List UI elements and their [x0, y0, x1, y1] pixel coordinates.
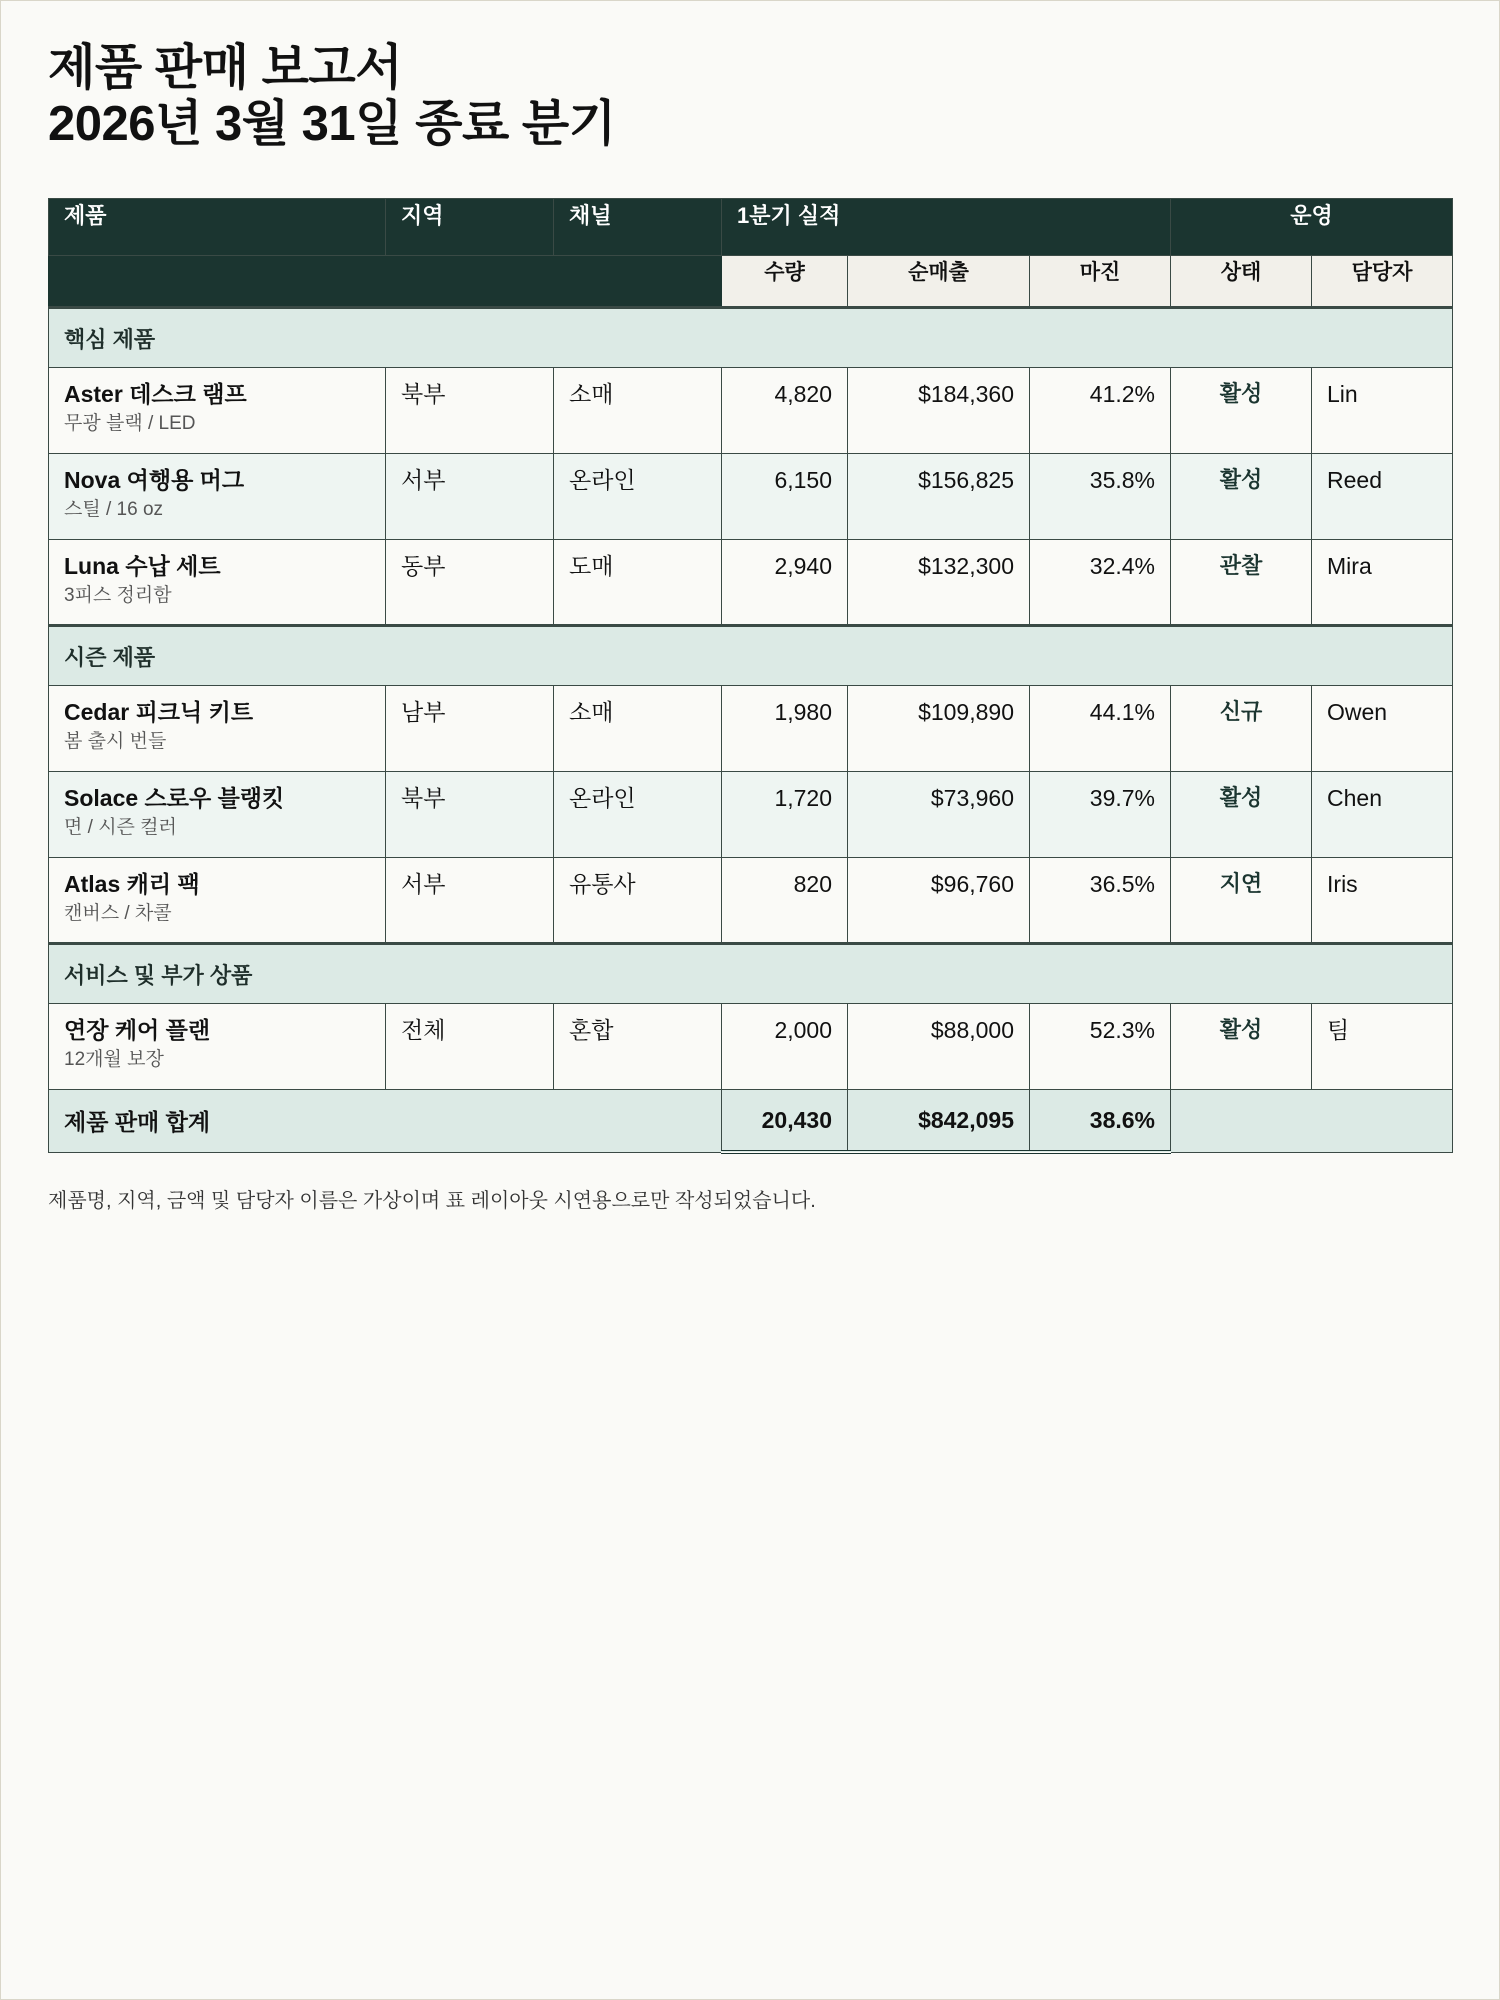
section-label: 시즌 제품 [49, 626, 1453, 686]
qty-cell: 2,000 [722, 1004, 848, 1090]
status-cell: 활성 [1171, 368, 1312, 454]
status-cell: 활성 [1171, 772, 1312, 858]
report-content [48, 40, 1452, 1213]
owner-cell: Iris [1312, 858, 1453, 944]
qty-cell: 1,720 [722, 772, 848, 858]
owner-cell: Lin [1312, 368, 1453, 454]
region-cell: 북부 [386, 368, 554, 454]
table-row [49, 368, 1453, 454]
qty-cell: 1,980 [722, 686, 848, 772]
region-cell: 서부 [386, 454, 554, 540]
product-name: Aster 데스크 램프 [64, 381, 247, 407]
product-detail: 면 / 시즌 컬러 [64, 817, 177, 838]
revenue-cell: $156,825 [848, 454, 1030, 540]
header-revenue: 순매출 [848, 256, 1030, 308]
section-row [49, 626, 1453, 686]
owner-cell: Chen [1312, 772, 1453, 858]
revenue-cell: $73,960 [848, 772, 1030, 858]
margin-cell: 52.3% [1030, 1004, 1171, 1090]
section-label: 핵심 제품 [49, 308, 1453, 368]
section-row [49, 308, 1453, 368]
table-row [49, 772, 1453, 858]
total-margin: 38.6% [1030, 1090, 1171, 1153]
channel-cell: 온라인 [554, 772, 722, 858]
header-blank [386, 256, 554, 308]
status-cell: 관찰 [1171, 540, 1312, 626]
footnote: 제품명, 지역, 금액 및 담당자 이름은 가상이며 표 레이아웃 시연용으로만 작성되었습니다. [48, 1190, 816, 1212]
qty-cell: 820 [722, 858, 848, 944]
margin-cell: 44.1% [1030, 686, 1171, 772]
region-cell: 전체 [386, 1004, 554, 1090]
section-row [49, 944, 1453, 1004]
total-row [49, 1090, 1453, 1153]
table-row [49, 454, 1453, 540]
channel-cell: 도매 [554, 540, 722, 626]
region-cell: 남부 [386, 686, 554, 772]
region-cell: 동부 [386, 540, 554, 626]
region-cell: 북부 [386, 772, 554, 858]
product-name: 연장 케어 플랜 [64, 1017, 211, 1043]
margin-cell: 41.2% [1030, 368, 1171, 454]
title-line-2: 2026년 3월 31일 종료 분기 [48, 97, 616, 151]
header-region: 지역 [386, 199, 554, 256]
owner-cell: Owen [1312, 686, 1453, 772]
product-detail: 무광 블랙 / LED [64, 413, 196, 434]
owner-cell: Reed [1312, 454, 1453, 540]
product-cell [49, 686, 386, 772]
qty-cell: 4,820 [722, 368, 848, 454]
owner-cell: 팀 [1312, 1004, 1453, 1090]
product-name: Nova 여행용 머그 [64, 467, 245, 493]
product-cell [49, 1004, 386, 1090]
product-detail: 캔버스 / 차콜 [64, 903, 172, 924]
channel-cell: 소매 [554, 368, 722, 454]
table-row [49, 540, 1453, 626]
sales-table [48, 198, 1453, 1154]
product-name: Atlas 캐리 팩 [64, 871, 200, 897]
product-name: Luna 수납 세트 [64, 553, 221, 579]
qty-cell: 6,150 [722, 454, 848, 540]
margin-cell: 39.7% [1030, 772, 1171, 858]
header-qty: 수량 [722, 256, 848, 308]
header-status: 상태 [1171, 256, 1312, 308]
table-row [49, 686, 1453, 772]
product-cell [49, 454, 386, 540]
header-ops-group: 운영 [1171, 199, 1453, 256]
product-cell [49, 540, 386, 626]
header-channel: 채널 [554, 199, 722, 256]
total-revenue: $842,095 [848, 1090, 1030, 1153]
product-detail: 봄 출시 번들 [64, 731, 167, 752]
header-margin: 마진 [1030, 256, 1171, 308]
header-row-sub [49, 256, 1453, 308]
table-row [49, 1004, 1453, 1090]
region-cell: 서부 [386, 858, 554, 944]
header-blank [554, 256, 722, 308]
product-detail: 3피스 정리함 [64, 585, 172, 606]
status-cell: 지연 [1171, 858, 1312, 944]
channel-cell: 유통사 [554, 858, 722, 944]
header-row-top [49, 199, 1453, 256]
section-label: 서비스 및 부가 상품 [49, 944, 1453, 1004]
product-name: Cedar 피크닉 키트 [64, 699, 254, 725]
total-label: 제품 판매 합계 [49, 1090, 722, 1153]
channel-cell: 소매 [554, 686, 722, 772]
qty-cell: 2,940 [722, 540, 848, 626]
product-cell [49, 858, 386, 944]
total-blank [1171, 1090, 1453, 1153]
header-product: 제품 [49, 199, 386, 256]
revenue-cell: $96,760 [848, 858, 1030, 944]
product-detail: 스틸 / 16 oz [64, 499, 164, 520]
title-line-1: 제품 판매 보고서 [48, 41, 403, 95]
product-cell [49, 368, 386, 454]
owner-cell: Mira [1312, 540, 1453, 626]
margin-cell: 35.8% [1030, 454, 1171, 540]
header-owner: 담당자 [1312, 256, 1453, 308]
status-cell: 활성 [1171, 454, 1312, 540]
total-qty: 20,430 [722, 1090, 848, 1153]
status-cell: 신규 [1171, 686, 1312, 772]
revenue-cell: $132,300 [848, 540, 1030, 626]
header-blank [49, 256, 386, 308]
product-name: Solace 스로우 블랭킷 [64, 785, 285, 811]
status-cell: 활성 [1171, 1004, 1312, 1090]
revenue-cell: $109,890 [848, 686, 1030, 772]
channel-cell: 혼합 [554, 1004, 722, 1090]
channel-cell: 온라인 [554, 454, 722, 540]
margin-cell: 36.5% [1030, 858, 1171, 944]
table-row [49, 858, 1453, 944]
product-detail: 12개월 보장 [64, 1049, 164, 1070]
revenue-cell: $88,000 [848, 1004, 1030, 1090]
page-title [48, 40, 1452, 152]
revenue-cell: $184,360 [848, 368, 1030, 454]
margin-cell: 32.4% [1030, 540, 1171, 626]
product-cell [49, 772, 386, 858]
header-q1-group: 1분기 실적 [722, 199, 1171, 256]
